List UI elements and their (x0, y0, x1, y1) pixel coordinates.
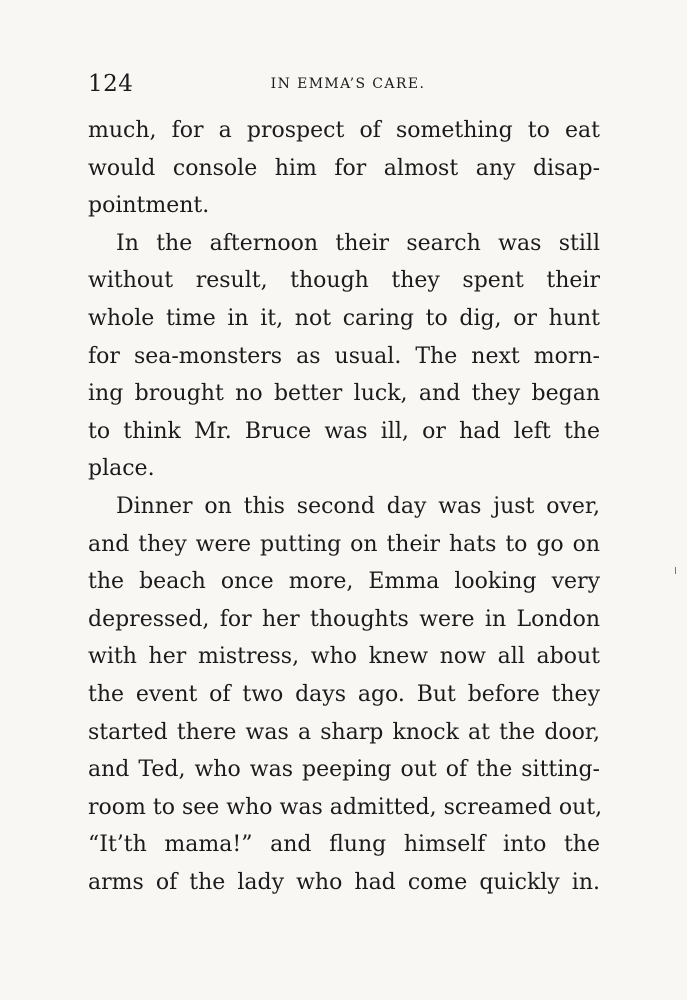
text-line: arms of the lady who had come quickly in. (88, 869, 600, 895)
text-line: with her mistress, who knew now all about (88, 644, 600, 670)
text-line: room to see who was admitted, screamed out, (88, 794, 603, 820)
paragraph-1 (88, 112, 600, 225)
text-line: and Ted, who was peeping out of the sitting- (88, 757, 600, 783)
running-title: IN EMMA’S CARE. (270, 76, 426, 92)
text-line: place. (88, 456, 155, 482)
text-line: In the afternoon their search was still (116, 230, 600, 256)
text-line: the beach once more, Emma looking very (88, 569, 600, 595)
text-line: ing brought no better luck, and they began (88, 381, 600, 407)
text-line: whole time in it, not caring to dig, or hunt (88, 305, 600, 331)
text-line: pointment. (88, 193, 210, 219)
text-line: Dinner on this second day was just over, (116, 493, 600, 519)
text-line: started there was a sharp knock at the door, (88, 719, 600, 745)
paragraph-2 (88, 225, 600, 488)
margin-mark (675, 567, 676, 574)
text-line: and they were putting on their hats to go on (88, 531, 600, 557)
text-line: the event of two days ago. But before they (88, 681, 600, 707)
body-text (88, 112, 603, 901)
text-line: for sea-monsters as usual. The next morn- (88, 343, 600, 369)
text-line: to think Mr. Bruce was ill, or had left the (88, 418, 600, 444)
text-line: without result, though they spent their (88, 268, 600, 294)
text-line: depressed, for her thoughts were in London (88, 606, 600, 632)
text-line: would console him for almost any disap- (88, 155, 600, 181)
running-head (88, 68, 600, 100)
text-line: much, for a prospect of something to eat (88, 118, 600, 143)
page-number: 124 (88, 71, 134, 97)
paragraph-3 (88, 488, 603, 902)
text-line: “It’th mama!” and flung himself into the (88, 832, 600, 858)
